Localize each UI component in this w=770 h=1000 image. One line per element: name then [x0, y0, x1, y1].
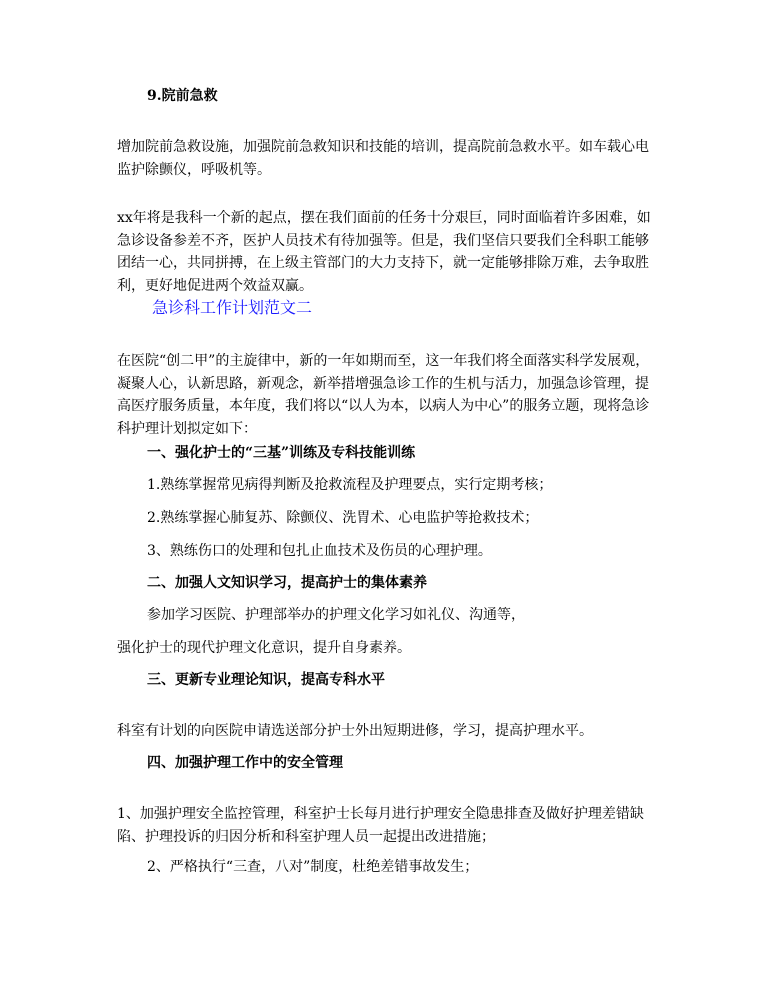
outlook-paragraph: xx年将是我科一个新的起点，摆在我们面前的任务十分艰巨，同时面临着许多困难，如急诊设备参差不齐，医护人员技术有待加强等。但是，我们坚信只要我们全科职工能够团结一心，共同拼搏，在上级主管部门的大力支持下，就一定能够排除万难，去争取胜利，更好地促进两个效益双赢。: [117, 210, 651, 294]
part-two-title: 急诊科工作计划范文二: [152, 298, 313, 317]
heading-three-body: 科室有计划的向医院申请选送部分护士外出短期进修，学习，提高护理水平。: [117, 723, 593, 739]
heading-four: 四、加强护理工作中的安全管理: [147, 755, 343, 771]
section-9-title: 9.院前急救: [147, 88, 218, 104]
heading-four-item: 1、加强护理安全监控管理，科室护士长每月进行护理安全隐患排查及做好护理差错缺陷、护理投诉的归因分析和科室护理人员一起提出改进措施；: [117, 806, 644, 845]
heading-one-item: 3、熟练伤口的处理和包扎止血技术及伤员的心理护理。: [147, 543, 492, 559]
heading-two-line: 参加学习医院、护理部举办的护理文化学习如礼仪、沟通等，: [147, 607, 525, 623]
heading-three: 三、更新专业理论知识，提高专科水平: [147, 672, 385, 688]
heading-one-item: 2.熟练掌握心肺复苏、除颤仪、洗胃术、心电监护等抢救技术；: [147, 510, 539, 526]
intro-paragraph: 在医院“创二甲”的主旋律中，新的一年如期而至，这一年我们将全面落实科学发展观，凝聚人心，认新思路，新观念，新举措增强急诊工作的生机与活力，加强急诊管理，提高医疗服务质量，本年度，我们将以“以人为本，以病人为中心”的服务立题，现将急诊科护理计划拟定如下：: [117, 353, 650, 437]
heading-four-item: 2、严格执行“三查，八对”制度，杜绝差错事故发生；: [147, 859, 479, 875]
heading-two: 二、加强人文知识学习，提高护士的集体素养: [147, 575, 427, 591]
section-9-body: 增加院前急救设施，加强院前急救知识和技能的培训，提高院前急救水平。如车载心电监护除颤仪，呼吸机等。: [117, 139, 649, 178]
heading-one: 一、强化护士的“三基”训练及专科技能训练: [147, 445, 416, 461]
heading-one-item: 1.熟练掌握常见病得判断及抢救流程及护理要点，实行定期考核；: [147, 477, 553, 493]
heading-two-line: 强化护士的现代护理文化意识，提升自身素养。: [117, 640, 411, 656]
